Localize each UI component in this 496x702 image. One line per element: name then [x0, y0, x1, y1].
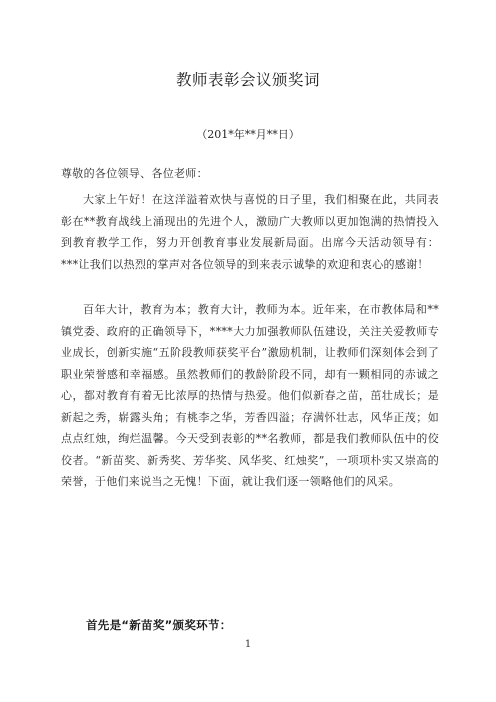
paragraph-background: 百年大计，教育为本；教育大计，教师为本。近年来，在市教体局和**镇党委、政府的正确领导下，****大力加强教师队伍建设，关注关爱教师专业成长，创新实施“五阶段教师获奖平台”激励机制，让教师们深刻体会到了职业荣誉感和幸福感。虽然教师们的教龄阶段不同，却有一颗相同的赤诚之心，都对教育有着无比浓厚的热情与热爱。他们似新春之苗，茁壮成长；是新起之秀，崭露头角；有桃李之华，芳香四溢；存满怀壮志，风华正茂；如点点红烛，绚烂温馨。今天受到表彰的**名教师，都是我们教师队伍中的佼佼者。“新苗奖、新秀奖、芳华奖、风华奖、红烛奖”，一项项朴实又崇高的荣誉，于他们来说当之无愧！下面，就让我们逐一领略他们的风采。	[61, 303, 439, 488]
section-heading: 首先是“新苗奖”颁奖环节：	[86, 618, 232, 632]
paragraph-opening: 大家上午好！在这洋溢着欢快与喜悦的日子里，我们相聚在此，共同表彰在**教育战线上涌现出的先进个人，激励广大教师以更加饱满的热情投入到教育教学工作，努力开创教育事业发展新局面。出席今天活动领导有：***让我们以热烈的掌声对各位领导的到来表示诚挚的欢迎和衷心的感谢！	[61, 193, 439, 271]
page-number: 1	[244, 639, 252, 650]
document-title: 教师表彰会议颁奖词	[175, 71, 320, 89]
salutation: 尊敬的各位领导、各位老师：	[61, 167, 208, 180]
document-date: （201*年**月**日）	[196, 128, 300, 141]
